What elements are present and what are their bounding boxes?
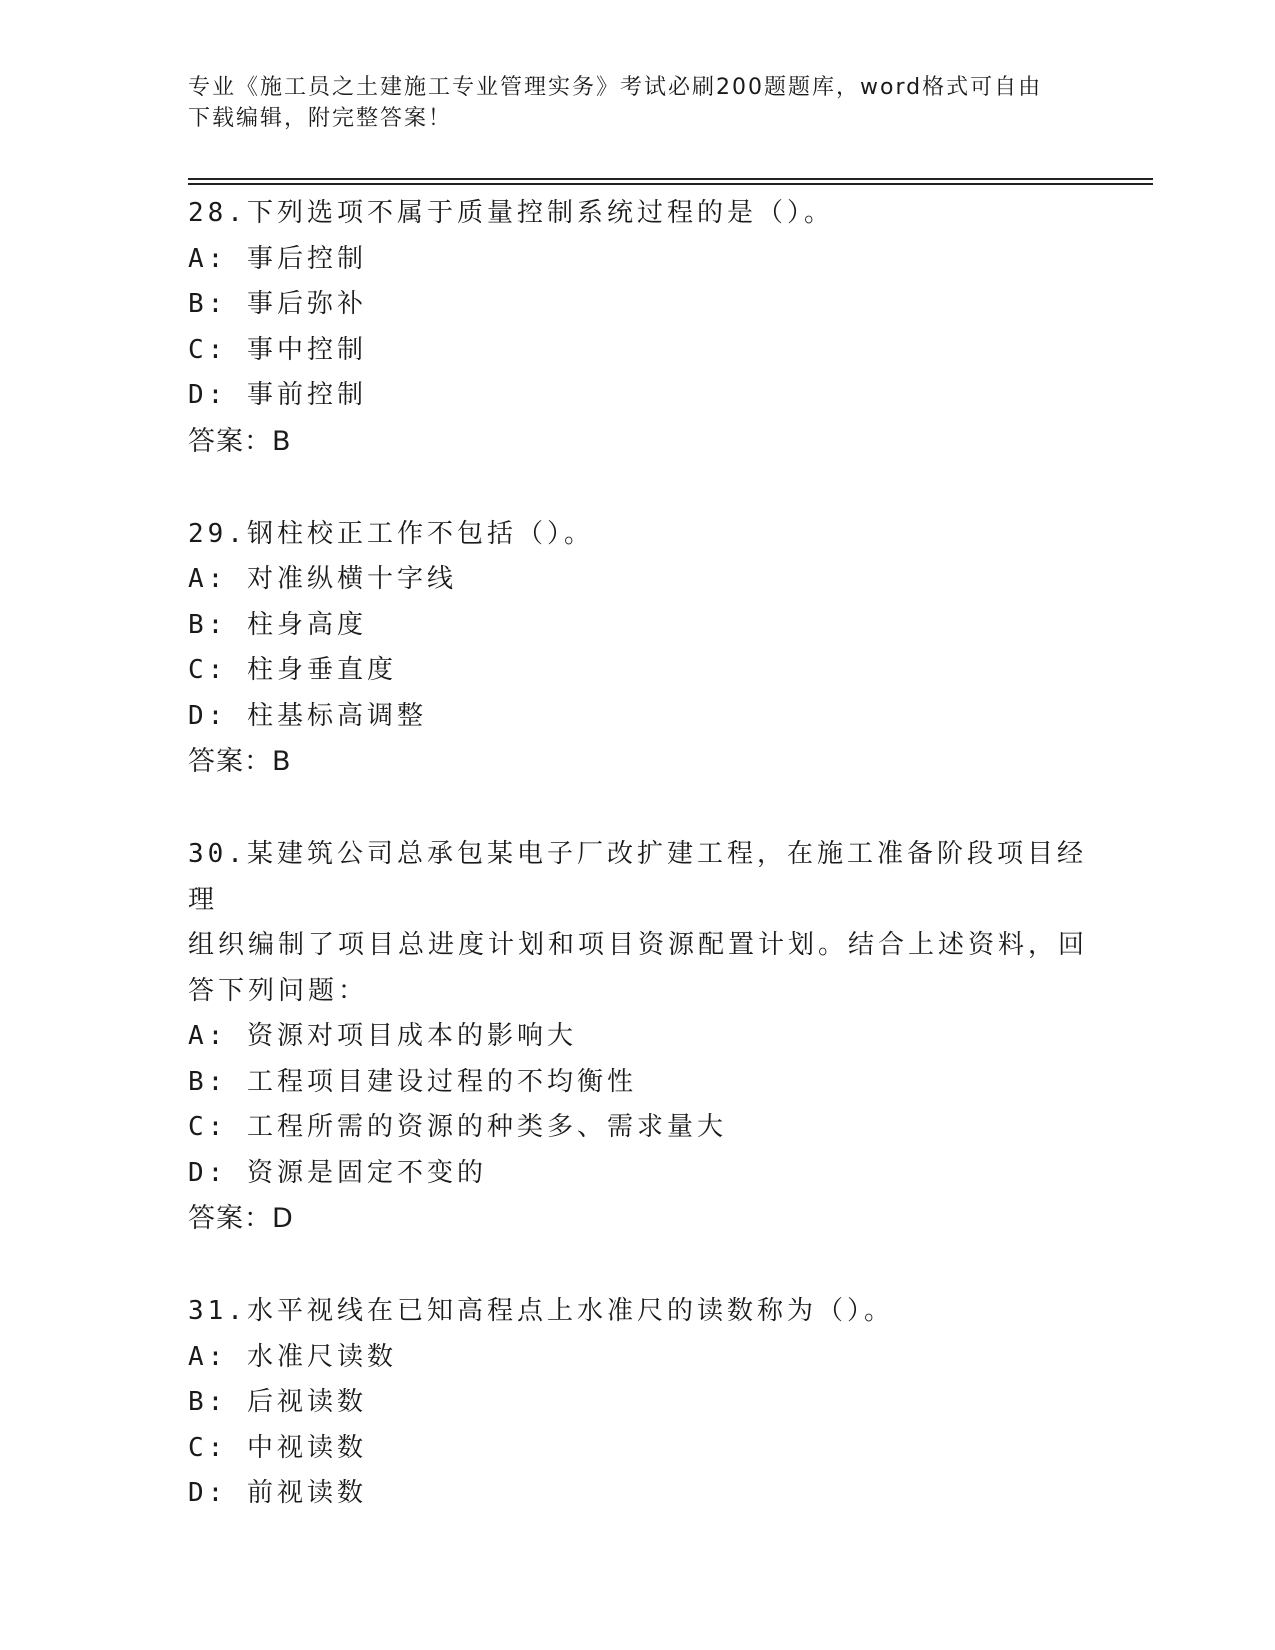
question-28 (188, 191, 1088, 465)
question-stem-line-2: 组织编制了项目总进度计划和项目资源配置计划。结合上述资料，回 (188, 930, 1089, 960)
question-stem: 29.钢柱校正工作不包括（）。 (188, 518, 594, 549)
option-a: A: 水准尺读数 (188, 1341, 397, 1372)
header-divider-top (188, 178, 1153, 180)
option-c: C: 柱身垂直度 (188, 655, 397, 685)
question-31 (188, 1289, 1088, 1517)
question-30 (188, 832, 1088, 1242)
option-b: B: 工程项目建设过程的不均衡性 (188, 1066, 637, 1097)
option-c: C: 中视读数 (188, 1432, 367, 1463)
header-line-1: 专业《施工员之土建施工专业管理实务》考试必刷200题题库，word格式可自由 (188, 75, 1043, 100)
option-b: B: 后视读数 (188, 1387, 367, 1417)
answer-line: 答案：B (188, 746, 292, 777)
option-b: B: 柱身高度 (188, 609, 367, 640)
option-d: D: 前视读数 (188, 1478, 367, 1508)
header-divider-bottom (188, 183, 1153, 185)
answer-line: 答案：B (188, 425, 292, 457)
option-d: D: 事前控制 (188, 380, 367, 410)
option-d: D: 柱基标高调整 (188, 700, 427, 731)
answer-line: 答案：D (188, 1203, 294, 1234)
option-b: B: 事后弥补 (188, 289, 367, 319)
option-a: A: 事后控制 (188, 243, 367, 274)
question-stem-line-3: 答下列问题： (188, 975, 369, 1006)
option-a: A: 对准纵横十字线 (188, 564, 457, 594)
option-a: A: 资源对项目成本的影响大 (188, 1021, 577, 1051)
question-stem: 28.下列选项不属于质量控制系统过程的是（）。 (188, 198, 834, 228)
question-29 (188, 512, 1088, 786)
option-d: D: 资源是固定不变的 (188, 1157, 487, 1188)
question-stem-line-1: 30.某建筑公司总承包某电子厂改扩建工程，在施工准备阶段项目经理 (188, 839, 1087, 915)
document-header (188, 72, 1068, 134)
option-c: C: 工程所需的资源的种类多、需求量大 (188, 1112, 727, 1142)
option-c: C: 事中控制 (188, 334, 367, 365)
header-line-2: 下载编辑，附完整答案！ (188, 106, 453, 131)
question-stem: 31.水平视线在已知高程点上水准尺的读数称为（）。 (188, 1296, 894, 1326)
question-list (188, 191, 1088, 1564)
